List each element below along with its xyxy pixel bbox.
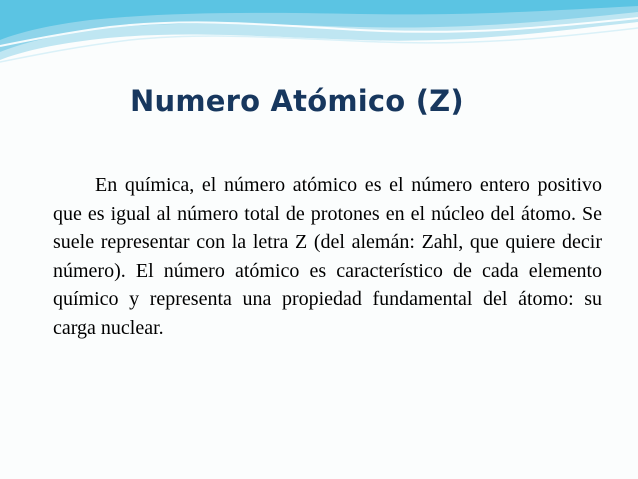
body-paragraph: En química, el número atómico es el número entero positivo que es igual al número total de protones en el núcleo del átomo. Se suele representar con la letra Z (del alemán: Zahl, que quiere decir número). El número atómico es característico de cada elemento químico y representa una propiedad fundamental del átomo: su carga nuclear.: [53, 174, 602, 339]
decorative-wave-header: [0, 0, 638, 80]
slide-title: Numero Atómico (Z): [130, 84, 464, 118]
